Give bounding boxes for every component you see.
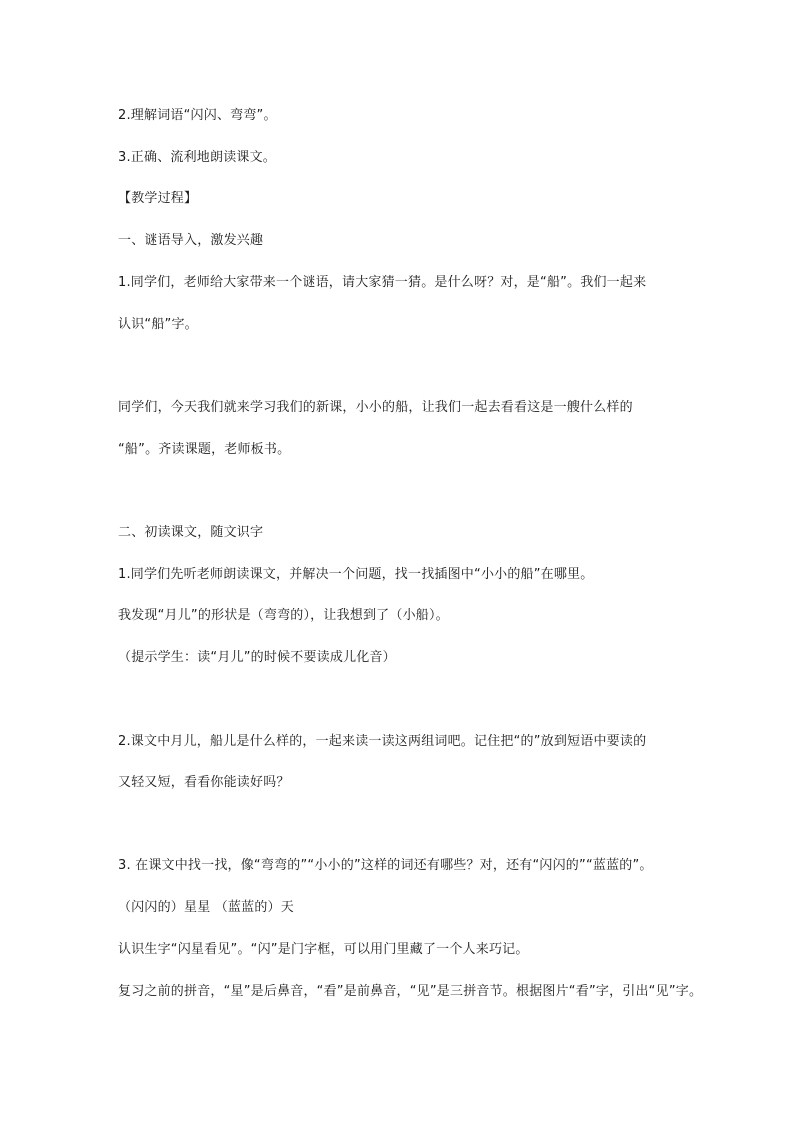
- paragraph-riddle-line-1: 1.同学们，老师给大家带来一个谜语，请大家猜一猜。是什么呀？对，是“船”。我们一起来: [118, 275, 647, 290]
- paragraph-pronunciation-tip: （提示学生：读“月儿”的时候不要读成儿化音）: [118, 650, 396, 665]
- paragraph-new-lesson-line-2: “船”。齐读课题，老师板书。: [118, 442, 291, 457]
- paragraph-listen-reading: 1.同学们先听老师朗读课文，并解决一个问题，找一找插图中“小小的船”在哪里。: [118, 567, 594, 582]
- paragraph-new-lesson-line-1: 同学们，今天我们就来学习我们的新课，小小的船，让我们一起去看看这是一艘什么样的: [118, 400, 633, 415]
- paragraph-new-characters: 认识生字“闪星看见”。“闪”是门字框，可以用门里藏了一个人来巧记。: [118, 942, 529, 957]
- section-heading-riddle-intro: 一、谜语导入，激发兴趣: [118, 233, 264, 248]
- paragraph-pinyin-review: 复习之前的拼音，“星”是后鼻音，“看”是前鼻音，“见”是三拼音节。根据图片“看”字，引出“见”字。: [118, 984, 703, 999]
- section-heading-teaching-process: 【教学过程】: [118, 191, 198, 206]
- objective-3: 3.正确、流利地朗读课文。: [118, 150, 277, 165]
- paragraph-find-words: 3. 在课文中找一找，像“弯弯的”“小小的”这样的词还有哪些？对，还有“闪闪的”“蓝蓝的”。: [118, 858, 653, 873]
- section-heading-first-reading: 二、初读课文，随文识字: [118, 525, 264, 540]
- paragraph-word-groups-line-2: 又轻又短，看看你能读好吗？: [118, 775, 290, 790]
- paragraph-riddle-line-2: 认识“船”字。: [118, 317, 198, 332]
- paragraph-word-examples: （闪闪的）星星 （蓝蓝的）天: [118, 900, 294, 915]
- paragraph-word-groups-line-1: 2.课文中月儿，船儿是什么样的，一起来读一读这两组词吧。记住把“的”放到短语中要读的: [118, 734, 647, 749]
- objective-2: 2.理解词语“闪闪、弯弯”。: [118, 108, 277, 123]
- paragraph-moon-shape: 我发现“月儿”的形状是（弯弯的），让我想到了（小船）。: [118, 608, 449, 623]
